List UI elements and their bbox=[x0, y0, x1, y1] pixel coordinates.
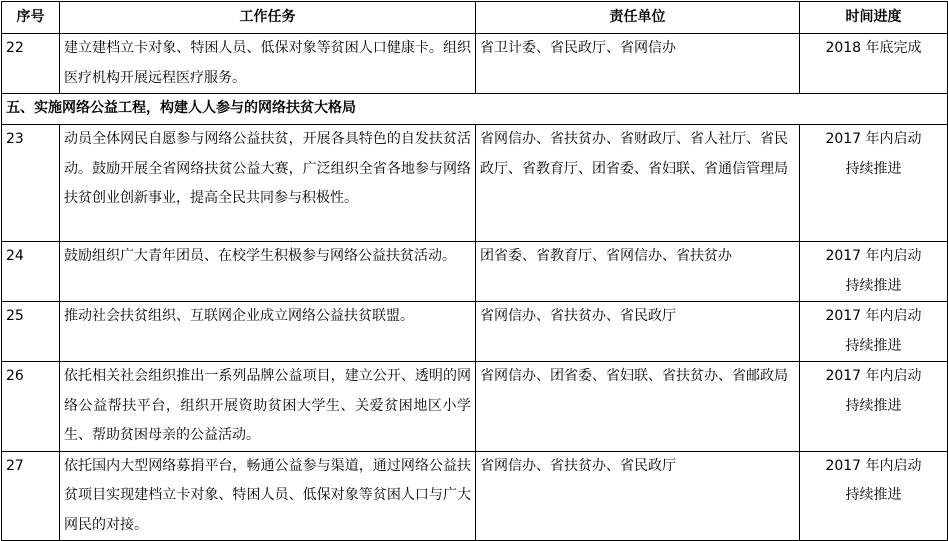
row-time-continue: 持续推进 bbox=[845, 277, 902, 294]
header-unit: 责任单位 bbox=[476, 2, 800, 34]
row-task: 动员全体网民自愿参与网络公益扶贫，开展各具特色的自发扶贫活动。鼓励开展全省网络扶贫公益大赛，广泛组织全省各地参与网络扶贫创业创新事业，提高全民共同参与积极性。 bbox=[60, 125, 476, 242]
row-time-start: 2017 年内启动 bbox=[825, 457, 922, 474]
row-time-start: 2017 年内启动 bbox=[825, 248, 922, 264]
row-unit: 省网信办、省扶贫办、省民政厅 bbox=[476, 451, 800, 541]
row-task: 推动社会扶贫组织、互联网企业成立网络公益扶贫联盟。 bbox=[60, 302, 476, 362]
row-time-start: 2017 年内启动 bbox=[825, 131, 922, 147]
table-row bbox=[2, 362, 948, 452]
row-time bbox=[800, 362, 948, 452]
row-unit: 省网信办、省扶贫办、省民政厅 bbox=[476, 302, 800, 362]
task-table bbox=[1, 1, 948, 541]
section-title: 五、实施网络公益工程，构建人人参与的网络扶贫大格局 bbox=[2, 94, 948, 125]
table-row bbox=[2, 242, 948, 302]
row-task: 依托相关社会组织推出一系列品牌公益项目，建立公开、透明的网络公益帮扶平台，组织开展资助贫困大学生、关爱贫困地区小学生、帮助贫困母亲的公益活动。 bbox=[60, 362, 476, 452]
row-time-continue: 持续推进 bbox=[845, 337, 902, 354]
row-no: 26 bbox=[2, 362, 60, 452]
row-no: 23 bbox=[2, 125, 60, 242]
row-unit: 省网信办、团省委、省妇联、省扶贫办、省邮政局 bbox=[476, 362, 800, 452]
table-row bbox=[2, 125, 948, 242]
row-time bbox=[800, 302, 948, 362]
row-time-continue: 持续推进 bbox=[845, 487, 902, 503]
row-no: 27 bbox=[2, 451, 60, 541]
table-row bbox=[2, 302, 948, 362]
header-row bbox=[2, 2, 948, 34]
header-task: 工作任务 bbox=[60, 2, 476, 34]
row-time-start: 2017 年内启动 bbox=[825, 308, 922, 324]
row-unit: 团省委、省教育厅、省网信办、省扶贫办 bbox=[476, 242, 800, 302]
row-time bbox=[800, 242, 948, 302]
row-time bbox=[800, 125, 948, 242]
row-time-start: 2018 年底完成 bbox=[825, 40, 922, 56]
row-time bbox=[800, 34, 948, 94]
row-task: 建立建档立卡对象、特困人员、低保对象等贫困人口健康卡。组织医疗机构开展远程医疗服务。 bbox=[60, 34, 476, 94]
row-time-continue: 持续推进 bbox=[845, 397, 902, 414]
section-row bbox=[2, 94, 948, 125]
row-time-continue: 持续推进 bbox=[845, 160, 902, 177]
row-unit: 省网信办、省扶贫办、省财政厅、省人社厅、省民政厅、省教育厅、团省委、省妇联、省通信管理局 bbox=[476, 125, 800, 242]
row-no: 25 bbox=[2, 302, 60, 362]
row-unit: 省卫计委、省民政厅、省网信办 bbox=[476, 34, 800, 94]
row-task: 鼓励组织广大青年团员、在校学生积极参与网络公益扶贫活动。 bbox=[60, 242, 476, 302]
row-task: 依托国内大型网络募捐平台，畅通公益参与渠道，通过网络公益扶贫项目实现建档立卡对象、特困人员、低保对象等贫困人口与广大网民的对接。 bbox=[60, 451, 476, 541]
header-no: 序号 bbox=[2, 2, 60, 34]
row-time-start: 2017 年内启动 bbox=[825, 368, 922, 384]
row-no: 22 bbox=[2, 34, 60, 94]
row-no: 24 bbox=[2, 242, 60, 302]
header-time: 时间进度 bbox=[800, 2, 948, 34]
table-row bbox=[2, 451, 948, 541]
table-row bbox=[2, 34, 948, 94]
row-time bbox=[800, 451, 948, 541]
